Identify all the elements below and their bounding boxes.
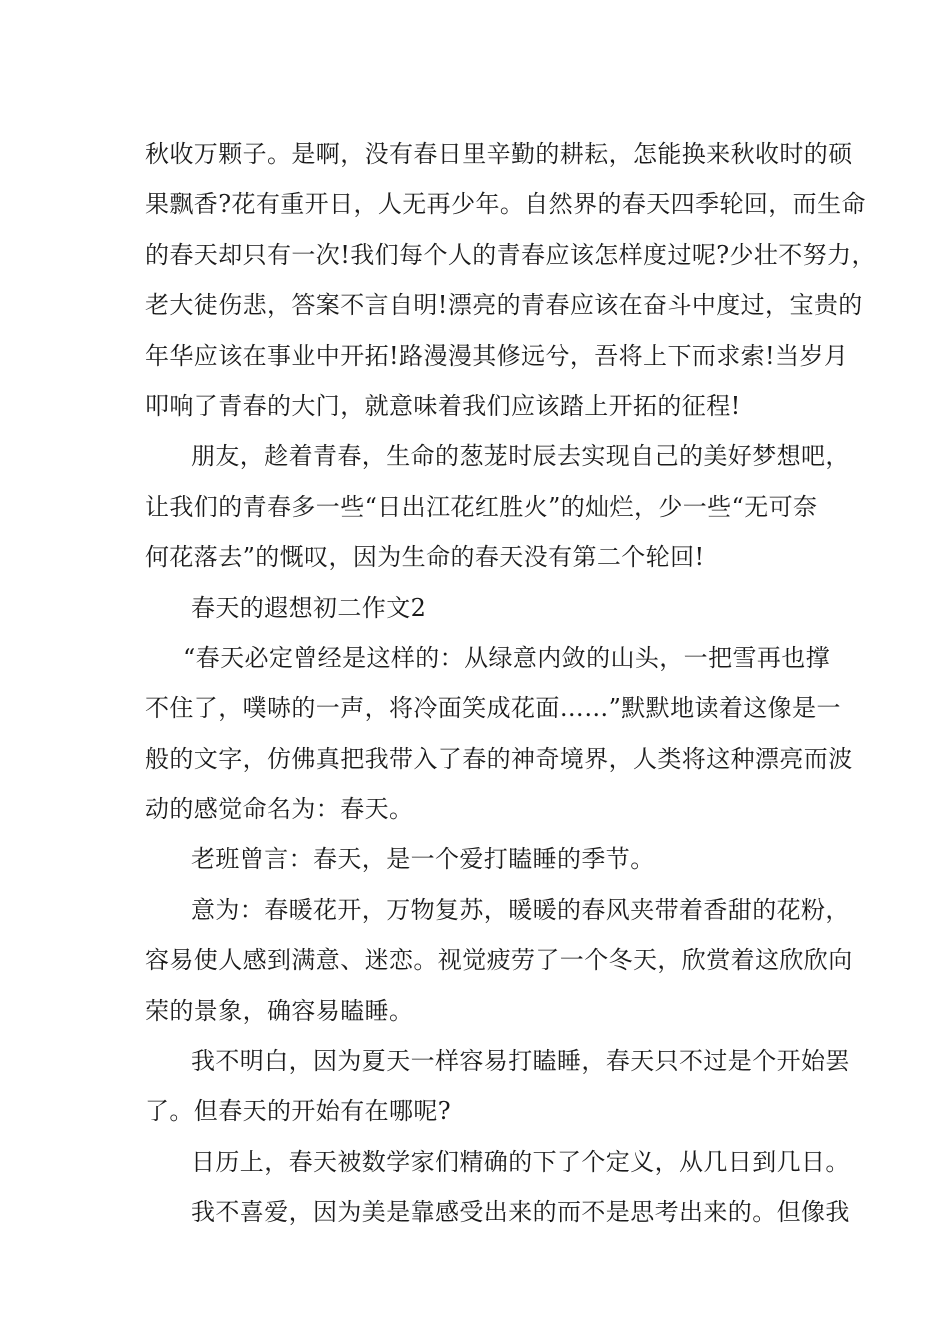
section-heading	[145, 583, 825, 633]
paragraph-8	[145, 1187, 850, 1237]
heading-text: 春天的遐想初二作文2	[191, 593, 427, 622]
text-line: 荣的景象，确容易瞌睡。	[145, 996, 414, 1025]
text-line: 我不明白，因为夏天一样容易打瞌睡，春天只不过是个开始罢	[191, 1047, 850, 1076]
text-line: 何花落去”的慨叹，因为生命的春天没有第二个轮回!	[145, 543, 705, 572]
text-line: 我不喜爱，因为美是靠感受出来的而不是思考出来的。但像我	[191, 1198, 850, 1227]
text-line: 老大徒伤悲，答案不言自明!漂亮的青春应该在奋斗中度过，宝贵的	[145, 291, 863, 320]
paragraph-4	[145, 834, 825, 884]
paragraph-1	[145, 129, 876, 431]
text-line: 老班曾言：春天，是一个爱打瞌睡的季节。	[191, 845, 655, 874]
text-line: 不住了，噗哧的一声，将冷面笑成花面……”默默地读着这像是一	[145, 694, 841, 723]
document-body	[145, 129, 876, 1238]
text-line: 的春天却只有一次!我们每个人的青春应该怎样度过呢?少壮不努力，	[145, 240, 876, 269]
text-line: 年华应该在事业中开拓!路漫漫其修远兮，吾将上下而求索!当岁月	[145, 341, 849, 370]
text-line: 让我们的青春多一些“日出江花红胜火”的灿烂，少一些“无可奈	[145, 492, 818, 521]
text-line: 动的感觉命名为：春天。	[145, 795, 414, 824]
paragraph-2	[145, 431, 850, 582]
paragraph-5	[145, 885, 853, 1036]
text-line: 秋收万颗子。是啊，没有春日里辛勤的耕耘，怎能换来秋收时的硕	[145, 140, 853, 168]
text-line: 叩响了青春的大门，就意味着我们应该踏上开拓的征程!	[145, 391, 741, 420]
text-line: 果飘香?花有重开日，人无再少年。自然界的春天四季轮回，而生命	[145, 190, 866, 219]
paragraph-6	[145, 1036, 850, 1137]
text-line: 般的文字，仿佛真把我带入了春的神奇境界，人类将这种漂亮而波	[145, 744, 853, 773]
text-line: 朋友，趁着青春，生命的葱茏时辰去实现自己的美好梦想吧，	[191, 442, 850, 471]
paragraph-quote	[145, 633, 853, 835]
text-line: 容易使人感到满意、迷恋。视觉疲劳了一个冬天，欣赏着这欣欣向	[145, 946, 853, 975]
text-line: 了。但春天的开始有在哪呢?	[145, 1097, 452, 1126]
paragraph-7	[145, 1137, 850, 1187]
text-line: 意为：春暖花开，万物复苏，暖暖的春风夹带着香甜的花粉，	[191, 895, 850, 924]
text-line: 日历上，春天被数学家们精确的下了个定义，从几日到几日。	[191, 1147, 850, 1176]
text-line: “春天必定曾经是这样的：从绿意内敛的山头，一把雪再也撑	[183, 643, 831, 672]
